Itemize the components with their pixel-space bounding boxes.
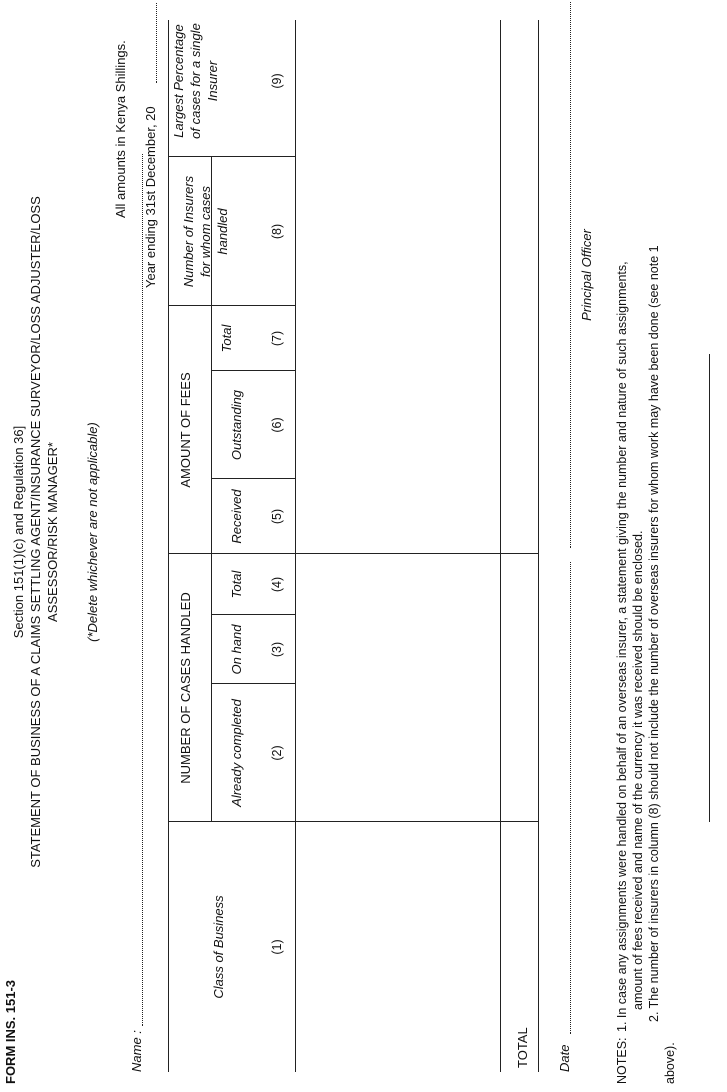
col-number-6: (6) (270, 417, 284, 433)
col-header-number-of-insurers-l1: Number of Insurers (181, 175, 196, 288)
col-header-outstanding: Outstanding (229, 389, 244, 461)
year-field-line (156, 3, 157, 83)
officer-signature-line (570, 2, 571, 548)
col-number-4: (4) (270, 576, 284, 593)
group-header-cases: NUMBER OF CASES HANDLED (178, 592, 193, 784)
col-header-on-hand: On hand (229, 624, 244, 675)
date-label: Date (557, 1044, 572, 1072)
form-title-line1: STATEMENT OF BUSINESS OF A CLAIMS SETTLING AGENT/INSURANCE SURVEYOR/LOSS ADJUSTER/LOSS (28, 196, 43, 868)
col-number-2: (2) (270, 745, 284, 761)
col-header-fees-total: Total (219, 324, 234, 353)
total-row-label: TOTAL (515, 1027, 530, 1068)
col-header-already-completed: Already completed (229, 699, 244, 807)
col-header-largest-percentage-l3: Insurer (205, 60, 220, 102)
form-id: FORM INS. 151-3 (3, 979, 18, 1084)
bottom-rule (709, 354, 710, 822)
col-header-largest-percentage-l1: Largest Percentage (171, 24, 186, 138)
currency-note: All amounts in Kenya Shillings. (113, 40, 128, 218)
notes-label: NOTES: (615, 1037, 629, 1084)
col-header-largest-percentage-l2: of cases for a single (188, 23, 203, 139)
col-header-number-of-insurers-l2: for whom cases (198, 185, 213, 278)
note-2-line1: 2. The number of insurers in column (8) should not include the number of overseas insurers for whom work may have been done (see note 1 (647, 245, 661, 1022)
form-title-line2: ASSESSOR/RISK MANAGER* (45, 442, 60, 622)
col-number-8: (8) (270, 223, 284, 240)
col-header-number-of-insurers-l3: handled (215, 208, 230, 255)
group-header-fees: AMOUNT OF FEES (178, 372, 193, 488)
section-reference: Section 151(1)(c) and Regulation 36] (11, 425, 26, 639)
col-header-cases-total: Total (229, 570, 244, 599)
principal-officer-label: Principal Officer (579, 229, 594, 321)
name-label: Name : (129, 1030, 144, 1072)
year-ending-label: Year ending 31st December, 20 (143, 106, 158, 288)
col-number-7: (7) (270, 330, 284, 347)
note-1-line2: amount of fees received and name of the currency it was received should be enclosed. (631, 530, 645, 1010)
note-2-line2: above). (663, 1042, 677, 1084)
note-1-line1: 1. In case any assignments were handled on behalf of an overseas insurer, a statement giving the number and nature of such assignments, (615, 261, 629, 1032)
col-number-9: (9) (270, 73, 284, 89)
col-header-received: Received (229, 489, 244, 544)
date-field-line (570, 562, 571, 1034)
col-number-3: (3) (270, 641, 284, 658)
delete-note: (*Delete whichever are not applicable) (85, 422, 100, 642)
col-header-class-of-business: Class of Business (211, 895, 226, 999)
col-number-1: (1) (270, 939, 284, 955)
col-number-5: (5) (270, 508, 284, 525)
